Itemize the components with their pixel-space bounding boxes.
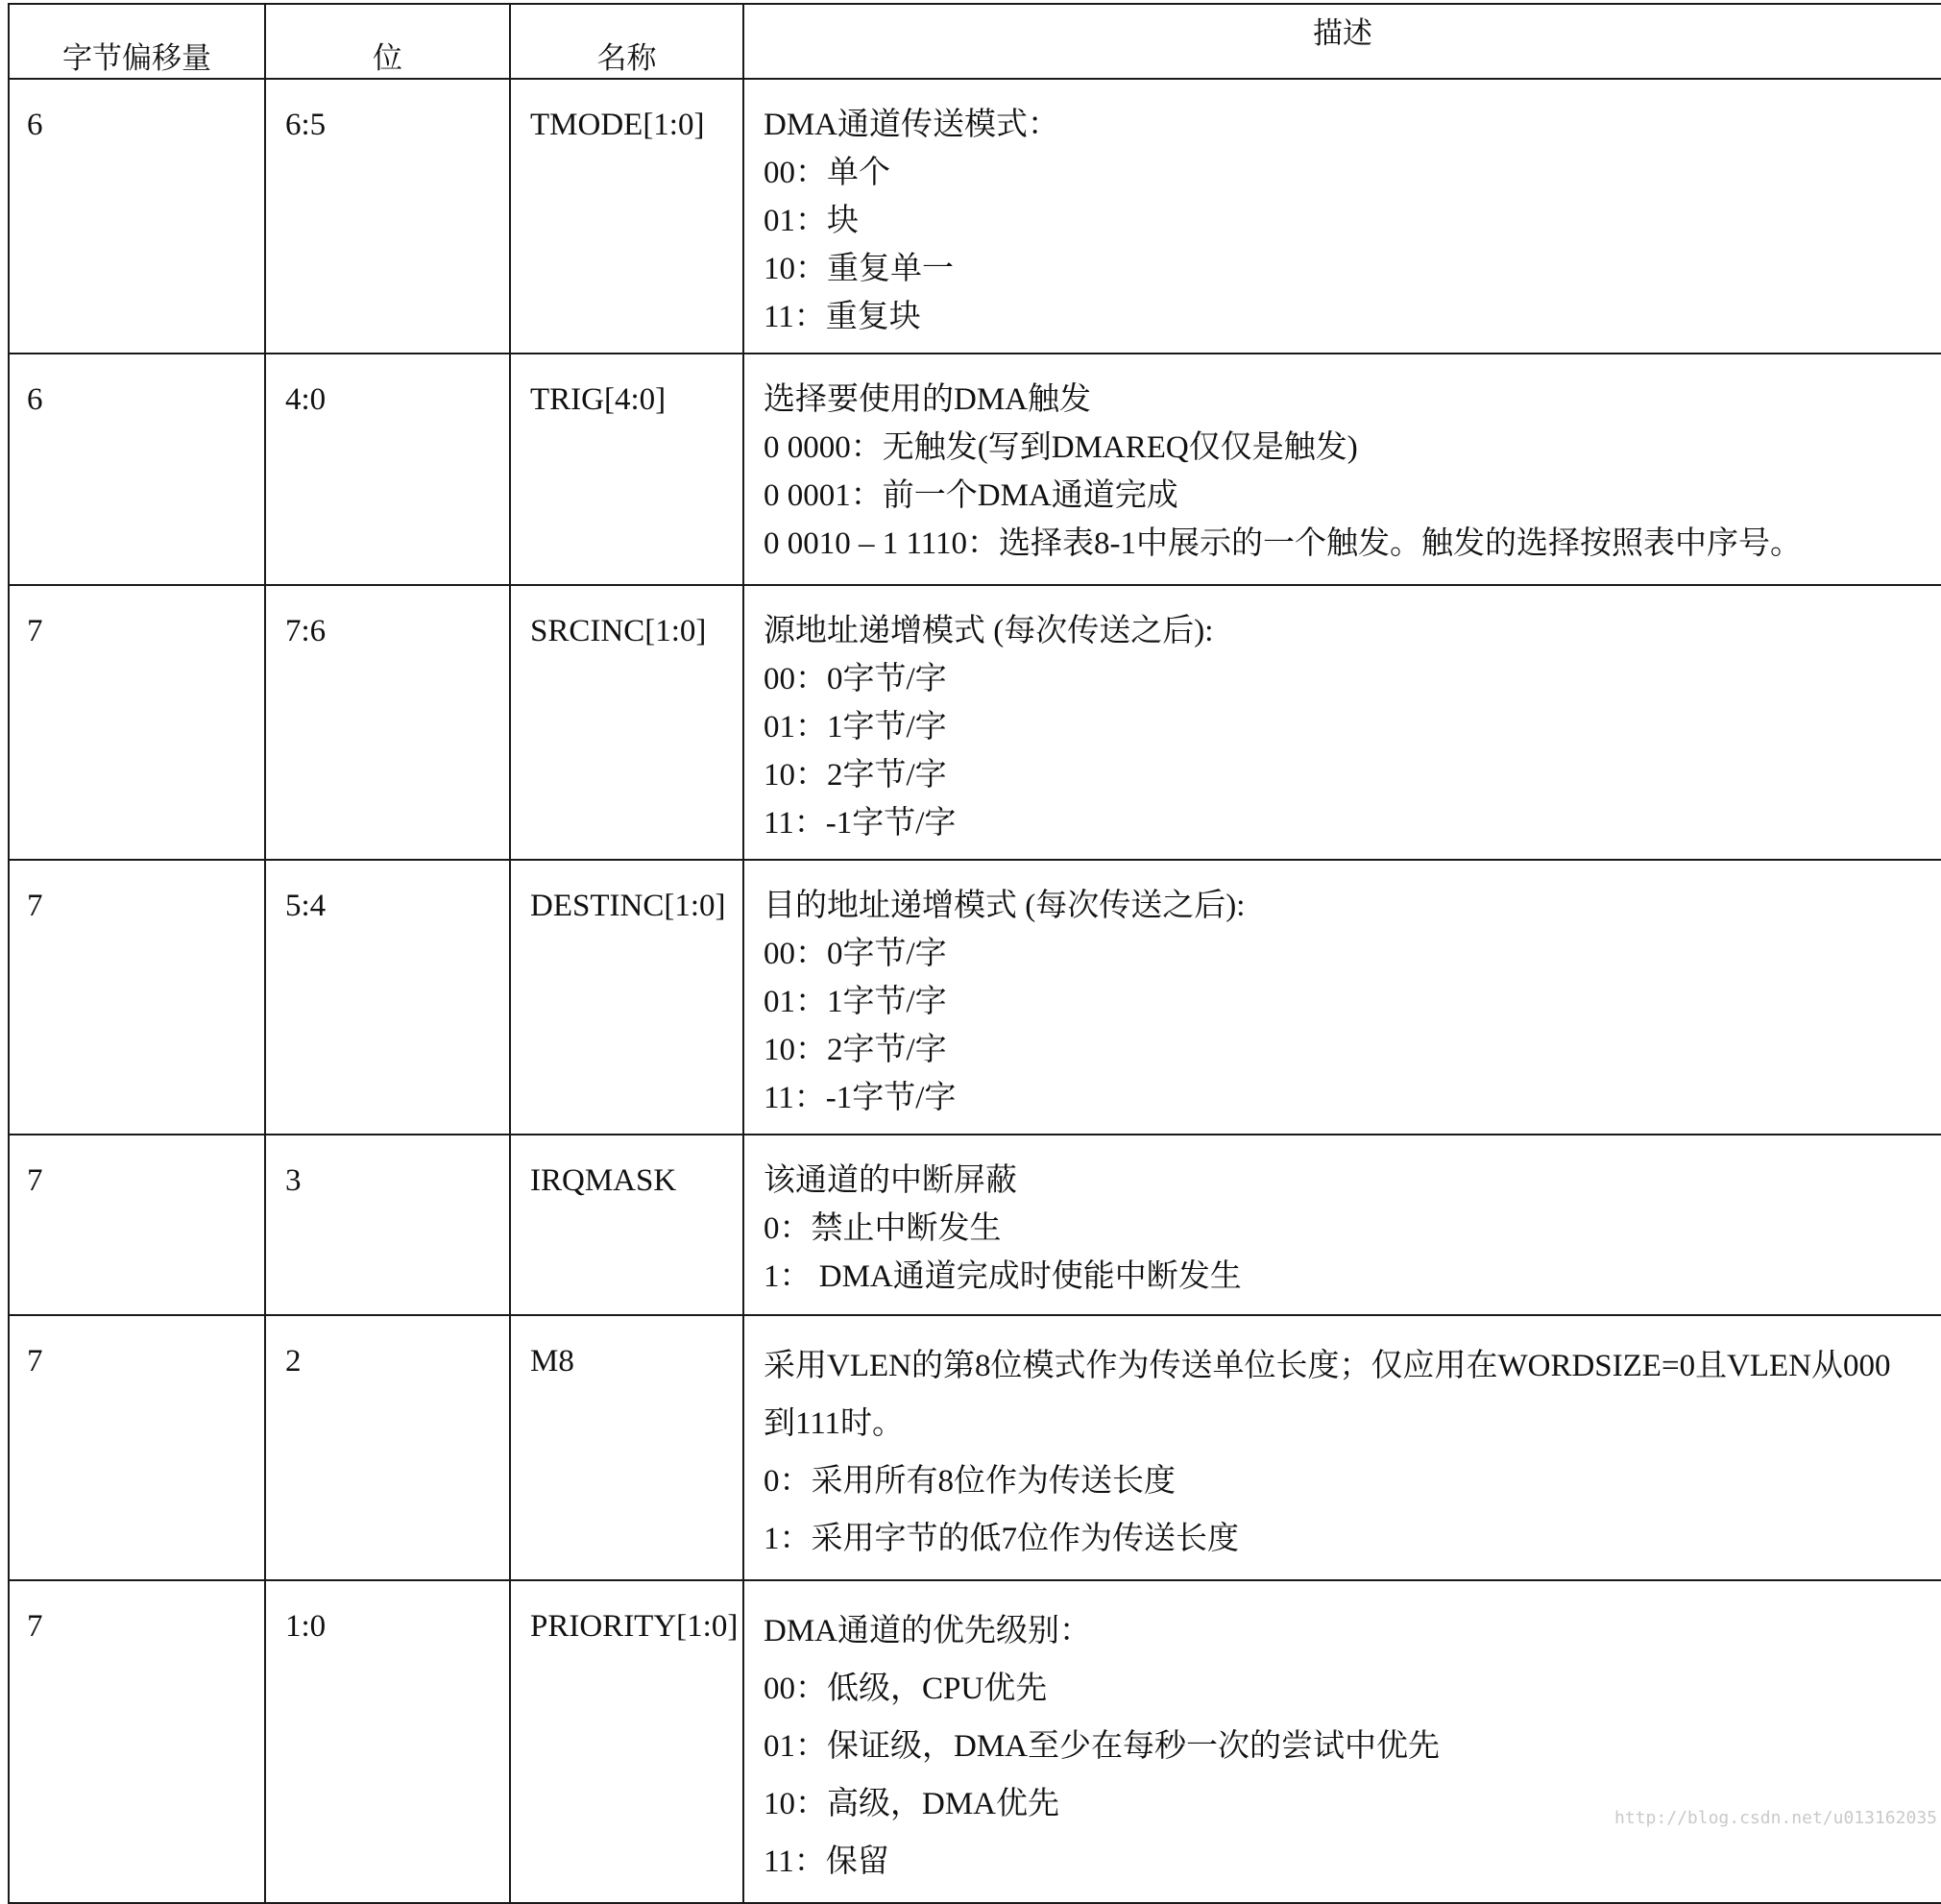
cell-description: [743, 79, 1941, 354]
cell-name: DESTINC[1:0]: [510, 860, 743, 1135]
cell-bits: 5:4: [265, 860, 510, 1135]
cell-bits: 7:6: [265, 585, 510, 860]
cell-bits: 6:5: [265, 79, 510, 354]
cell-description: [743, 860, 1941, 1135]
cell-offset: 7: [9, 585, 265, 860]
description-line: 11：重复块: [764, 300, 921, 334]
cell-offset: 7: [9, 1580, 265, 1903]
description-line: 1： DMA通道完成时使能中断发生: [764, 1259, 1242, 1294]
table-row: [9, 1135, 1941, 1315]
table-row: [9, 79, 1941, 354]
cell-offset: 7: [9, 1315, 265, 1580]
cell-offset: 6: [9, 354, 265, 585]
cell-name: TMODE[1:0]: [510, 79, 743, 354]
cell-bits: 1:0: [265, 1580, 510, 1903]
description-line: 源地址递增模式 (每次传送之后):: [764, 614, 1214, 648]
description-line: 到111时。: [764, 1406, 905, 1441]
description-line: 该通道的中断屏蔽: [764, 1163, 1017, 1198]
cell-bits: 4:0: [265, 354, 510, 585]
watermark: http://blog.csdn.net/u013162035: [1614, 1808, 1937, 1828]
description-line: 00：0字节/字: [764, 937, 947, 971]
description-line: 0 0000：无触发(写到DMAREQ仅仅是触发): [764, 430, 1358, 465]
cell-name: PRIORITY[1:0]: [510, 1580, 743, 1903]
cell-offset: 7: [9, 860, 265, 1135]
description-line: 目的地址递增模式 (每次传送之后):: [764, 889, 1246, 923]
register-table: [8, 3, 1941, 1904]
description-line: 10：高级，DMA优先: [764, 1787, 1060, 1821]
description-line: 0：采用所有8位作为传送长度: [764, 1464, 1176, 1499]
description-line: 0 0001：前一个DMA通道完成: [764, 478, 1178, 513]
table-row: [9, 1580, 1941, 1903]
description-line: 11：保留: [764, 1844, 889, 1879]
description-line: 采用VLEN的第8位模式作为传送单位长度；仅应用在WORDSIZE=0且VLEN从000: [764, 1349, 1891, 1383]
table-row: [9, 585, 1941, 860]
cell-name: SRCINC[1:0]: [510, 585, 743, 860]
cell-offset: 7: [9, 1135, 265, 1315]
description-line: 01：1字节/字: [764, 710, 947, 745]
header-row: [9, 4, 1941, 79]
description-line: 01：保证级，DMA至少在每秒一次的尝试中优先: [764, 1729, 1441, 1764]
description-line: 10：重复单一: [764, 252, 954, 286]
cell-name: IRQMASK: [510, 1135, 743, 1315]
header-offset: 字节偏移量: [9, 4, 265, 79]
description-line: 00：单个: [764, 156, 890, 190]
description-line: DMA通道传送模式：: [764, 108, 1060, 142]
description-line: 01：1字节/字: [764, 985, 947, 1019]
cell-description: [743, 354, 1941, 585]
cell-name: M8: [510, 1315, 743, 1580]
cell-bits: 2: [265, 1315, 510, 1580]
description-line: 00：0字节/字: [764, 662, 947, 696]
description-line: 10：2字节/字: [764, 758, 947, 793]
table-body: [9, 79, 1941, 1903]
description-line: 01：块: [764, 204, 859, 238]
header-bits: 位: [265, 4, 510, 79]
header-description: 描述: [743, 4, 1941, 79]
description-line: 0 0010 – 1 1110：选择表8-1中展示的一个触发。触发的选择按照表中序号。: [764, 526, 1803, 561]
cell-description: [743, 1315, 1941, 1580]
description-line: DMA通道的优先级别：: [764, 1614, 1092, 1648]
description-line: 00：低级，CPU优先: [764, 1672, 1048, 1706]
table-row: [9, 1315, 1941, 1580]
cell-description: [743, 1580, 1941, 1903]
description-line: 1：采用字节的低7位作为传送长度: [764, 1522, 1239, 1556]
table-row: [9, 354, 1941, 585]
cell-bits: 3: [265, 1135, 510, 1315]
description-line: 10：2字节/字: [764, 1033, 947, 1067]
table-row: [9, 860, 1941, 1135]
header-name: 名称: [510, 4, 743, 79]
description-line: 11：-1字节/字: [764, 806, 957, 841]
description-line: 选择要使用的DMA触发: [764, 382, 1092, 417]
cell-description: [743, 585, 1941, 860]
description-line: 11：-1字节/字: [764, 1081, 957, 1115]
cell-name: TRIG[4:0]: [510, 354, 743, 585]
description-line: 0：禁止中断发生: [764, 1211, 1002, 1246]
cell-description: [743, 1135, 1941, 1315]
cell-offset: 6: [9, 79, 265, 354]
